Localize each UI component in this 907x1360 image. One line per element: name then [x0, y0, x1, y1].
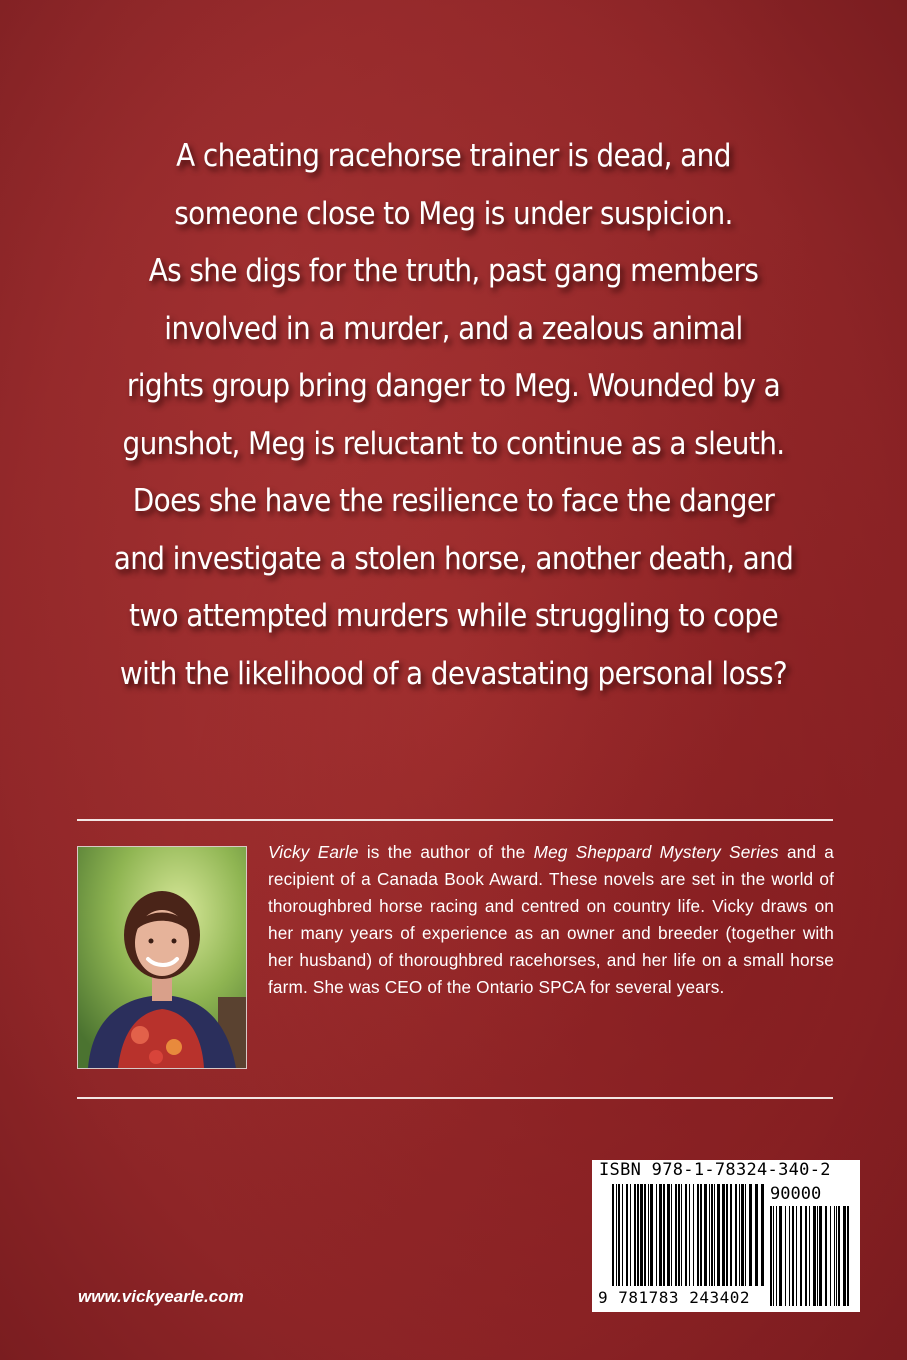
barcode-bar	[634, 1184, 636, 1286]
barcode-bar	[709, 1184, 710, 1286]
barcode-bar	[809, 1206, 810, 1306]
barcode-bar	[755, 1184, 758, 1286]
author-name: Vicky Earle	[268, 842, 359, 862]
barcode-bar	[671, 1184, 672, 1286]
book-blurb	[70, 128, 837, 703]
barcode-bar	[817, 1206, 818, 1306]
barcode-bar	[612, 1184, 614, 1286]
blurb-line: rights group bring danger to Meg. Wounded by a	[126, 368, 781, 404]
price-code: 90000	[770, 1184, 822, 1204]
barcode-bar	[663, 1184, 665, 1286]
barcode-bar	[667, 1184, 670, 1286]
barcode-bar	[776, 1206, 777, 1306]
divider-top	[77, 819, 833, 821]
barcode-bar	[700, 1184, 702, 1286]
blurb-line: Does she have the resilience to face the danger	[132, 483, 775, 519]
barcode-bar	[618, 1184, 620, 1286]
barcode-bar	[678, 1184, 680, 1286]
isbn-text: ISBN 978-1-78324-340-2	[599, 1160, 831, 1180]
barcode-bar	[637, 1184, 639, 1286]
blurb-line: someone close to Meg is under suspicion.	[174, 195, 733, 232]
author-bio	[268, 839, 834, 1000]
barcode-bar	[650, 1184, 653, 1286]
barcode-bar	[770, 1206, 772, 1306]
barcode-bar	[819, 1206, 822, 1306]
barcode-bar	[626, 1184, 628, 1286]
blurb-line: with the likelihood of a devastating personal loss?	[119, 655, 788, 692]
barcode-bar	[644, 1184, 646, 1286]
author-website: www.vickyearle.com	[78, 1287, 244, 1306]
barcode-bar	[693, 1184, 694, 1286]
barcode-bar	[630, 1184, 631, 1286]
barcode-bar	[711, 1184, 713, 1286]
barcode-bar	[796, 1206, 797, 1306]
blurb-line: and investigate a stolen horse, another death, and	[113, 540, 794, 577]
barcode-bar	[741, 1184, 744, 1286]
isbn-barcode	[592, 1160, 860, 1312]
barcode-bar	[813, 1206, 816, 1306]
blurb-line: two attempted murders while struggling to cope	[128, 598, 779, 634]
author-photo	[77, 846, 247, 1069]
barcode-bar	[843, 1206, 846, 1306]
barcode-bar	[735, 1184, 737, 1286]
series-name: Meg Sheppard Mystery Series	[533, 842, 779, 862]
barcode-bar	[659, 1184, 662, 1286]
barcode-bar	[847, 1206, 849, 1306]
barcode-bar	[648, 1184, 649, 1286]
bio-text: is the author of the	[358, 842, 534, 862]
barcode-bar	[800, 1206, 802, 1306]
barcode-bar	[697, 1184, 699, 1286]
barcode-bar	[675, 1184, 677, 1286]
barcode-bar	[785, 1206, 786, 1306]
barcode-bar	[714, 1184, 715, 1286]
barcode-bar	[730, 1184, 732, 1286]
barcode-bar	[656, 1184, 657, 1286]
barcode-bar	[773, 1206, 774, 1306]
barcode-bar	[749, 1184, 752, 1286]
barcode-bar	[792, 1206, 794, 1306]
barcode-bar	[779, 1206, 782, 1306]
barcode-bar	[789, 1206, 790, 1306]
blurb-line: A cheating racehorse trainer is dead, and	[176, 138, 731, 174]
bio-text: and a recipient of a Canada Book Award. These novels are set in the world of thoroughbred horse racing and centred on country life. Vicky draws on her many years of experience as an owner and breeder (together with her husband) of thoroughbred racehorses, and her life on a small horse farm. She was CEO of the Ontario SPCA for several years.	[268, 842, 835, 997]
barcode-bar	[805, 1206, 807, 1306]
ean-digits: 9 781783 243402	[598, 1288, 750, 1307]
barcode-bar	[836, 1206, 837, 1306]
blurb-line: gunshot, Meg is reluctant to continue as a sleuth.	[122, 425, 785, 462]
barcode-bar	[681, 1184, 682, 1286]
barcode-bar	[838, 1206, 840, 1306]
blurb-line: involved in a murder, and a zealous animal	[164, 310, 743, 347]
barcode-bar	[830, 1206, 831, 1306]
barcode-bar	[640, 1184, 643, 1286]
barcode-bar	[834, 1206, 835, 1306]
barcode-bar	[685, 1184, 687, 1286]
barcode-bar	[726, 1184, 728, 1286]
barcode-bar	[717, 1184, 720, 1286]
barcode-bar	[745, 1184, 746, 1286]
blurb-line: As she digs for the truth, past gang members	[148, 253, 759, 289]
barcode-bar	[722, 1184, 725, 1286]
barcode-bar	[622, 1184, 623, 1286]
barcode-bar	[761, 1184, 764, 1286]
barcode-bar	[739, 1184, 740, 1286]
divider-bottom	[77, 1097, 833, 1099]
barcode-bar	[704, 1184, 707, 1286]
barcode-bar	[616, 1184, 617, 1286]
barcode-bar	[689, 1184, 690, 1286]
barcode-bar	[825, 1206, 827, 1306]
